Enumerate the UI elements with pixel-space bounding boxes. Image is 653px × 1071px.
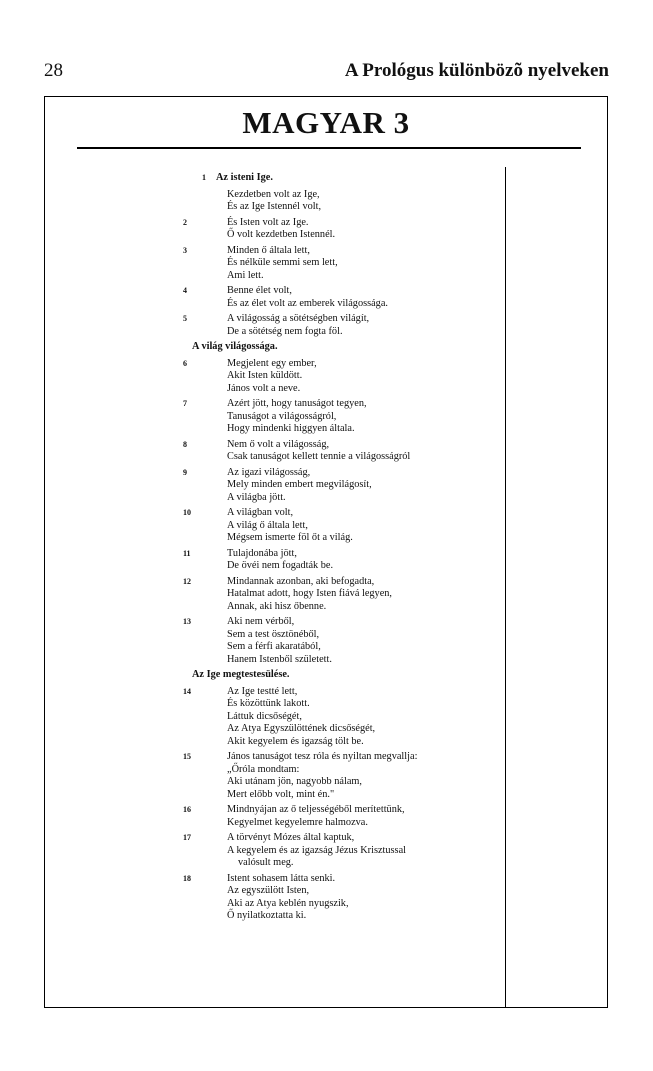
verse-line: Kegyelmet kegyelemre halmozva. bbox=[227, 816, 368, 828]
verse-line: János tanuságot tesz róla és nyiltan megvallja: bbox=[227, 751, 418, 762]
verse bbox=[45, 217, 505, 242]
running-head: A Prológus különbözõ nyelveken bbox=[344, 60, 609, 81]
verse-line: Hogy mindenki higgyen általa. bbox=[227, 423, 355, 434]
verse-line: Aki nem vérből, bbox=[227, 616, 295, 627]
verse-number: 9 bbox=[183, 467, 187, 477]
verse-number: 11 bbox=[183, 548, 191, 558]
verse bbox=[45, 751, 505, 801]
verse-number: 12 bbox=[183, 576, 191, 586]
verse bbox=[45, 548, 505, 573]
verse-line: Mely minden embert megvilágosít, bbox=[227, 479, 372, 490]
verse-line: És az élet volt az emberek világossága. bbox=[227, 297, 388, 309]
verse-number: 6 bbox=[183, 358, 187, 368]
section-heading-text: Az Ige megtestesülése. bbox=[192, 669, 290, 680]
verse-line: Az igazi világosság, bbox=[227, 466, 311, 478]
section-heading bbox=[45, 341, 505, 354]
verse-line: Az Ige testté lett, bbox=[227, 685, 298, 697]
verse-line: Csak tanuságot kellett tennie a világosságról bbox=[227, 451, 411, 462]
title-rule bbox=[77, 147, 581, 149]
verse-line: Minden ő általa lett, bbox=[227, 244, 310, 256]
verse-number: 8 bbox=[183, 439, 187, 449]
verse-number: 10 bbox=[183, 508, 191, 517]
verse-number: 1 bbox=[202, 173, 206, 182]
verse-number: 14 bbox=[183, 686, 191, 696]
verse bbox=[45, 616, 505, 666]
verse bbox=[45, 285, 505, 310]
verse-line: A világban volt, bbox=[227, 507, 294, 518]
verse-line: Mert előbb volt, mint én." bbox=[227, 788, 335, 800]
section-heading bbox=[45, 669, 505, 682]
verse-line: Sem a férfi akaratából, bbox=[227, 641, 321, 652]
verse-line: És nélküle semmi sem lett, bbox=[227, 257, 338, 268]
section-heading-text: A világ világossága. bbox=[192, 341, 278, 352]
verse-number: 3 bbox=[183, 245, 187, 255]
verse-number: 7 bbox=[183, 399, 187, 408]
verse-line: Hanem Istenből született. bbox=[227, 653, 332, 665]
verse bbox=[45, 189, 505, 214]
section-heading-text: Az isteni Ige. bbox=[216, 172, 273, 183]
verse-line: János volt a neve. bbox=[227, 382, 301, 394]
verse-line: Ami lett. bbox=[227, 269, 264, 281]
section-heading bbox=[45, 172, 505, 185]
verse-line: valósult meg. bbox=[238, 857, 294, 868]
verse-line: És az Ige Istennél volt, bbox=[227, 201, 322, 212]
verse-line: Ő volt kezdetben Istennél. bbox=[227, 229, 336, 240]
verse-line: És közöttünk lakott. bbox=[227, 698, 310, 709]
verse bbox=[45, 873, 505, 923]
verse-line: Az Atya Egyszülöttének dicsőségét, bbox=[227, 723, 376, 734]
scripture-text bbox=[45, 172, 505, 926]
verse-line: A világba jött. bbox=[227, 491, 286, 503]
verse-line: Mindannak azonban, aki befogadta, bbox=[227, 575, 375, 587]
verse bbox=[45, 398, 505, 436]
verse-line: Ő nyilatkoztatta ki. bbox=[227, 910, 307, 921]
verse bbox=[45, 804, 505, 829]
verse-line: Az egyszülött Isten, bbox=[227, 885, 310, 896]
verse-line: A világosság a sötétségben világít, bbox=[227, 313, 370, 324]
verse-line: „Őróla mondtam: bbox=[227, 763, 300, 775]
verse-line: Annak, aki hisz őbenne. bbox=[227, 600, 327, 612]
verse bbox=[45, 686, 505, 749]
verse-line: Benne élet volt, bbox=[227, 285, 292, 296]
verse-line: Nem ő volt a világosság, bbox=[227, 438, 330, 450]
verse-line: Akit kegyelem és igazság tölt be. bbox=[227, 735, 364, 747]
verse-number: 18 bbox=[183, 873, 191, 883]
verse-line: De övéi nem fogadták be. bbox=[227, 560, 334, 571]
verse-line: De a sötétség nem fogta föl. bbox=[227, 325, 343, 337]
verse bbox=[45, 507, 505, 545]
column-rule bbox=[505, 167, 506, 1007]
verse-line: Mégsem ismerte föl őt a világ. bbox=[227, 532, 353, 543]
verse bbox=[45, 313, 505, 338]
verse bbox=[45, 832, 505, 870]
verse-line: A kegyelem és az igazság Jézus Krisztussal bbox=[227, 844, 406, 856]
page-number: 28 bbox=[44, 60, 63, 81]
verse-line: Láttuk dicsőségét, bbox=[227, 710, 302, 722]
verse bbox=[45, 467, 505, 505]
verse bbox=[45, 245, 505, 283]
verse-number: 15 bbox=[183, 752, 191, 761]
scan-title: MAGYAR 3 bbox=[242, 105, 410, 140]
verse-line: Istent sohasem látta senki. bbox=[227, 872, 336, 884]
verse-number: 5 bbox=[183, 314, 187, 323]
verse-number: 2 bbox=[183, 217, 187, 227]
verse-line: Akit Isten küldött. bbox=[227, 370, 303, 381]
verse-line: Hatalmat adott, hogy Isten fiává legyen, bbox=[227, 588, 392, 599]
verse-line: A világ ő általa lett, bbox=[227, 519, 308, 531]
verse bbox=[45, 439, 505, 464]
verse-line: Tanuságot a világosságról, bbox=[227, 410, 337, 422]
verse-line: Aki utánam jön, nagyobb nálam, bbox=[227, 776, 362, 787]
scanned-page-frame bbox=[44, 96, 608, 1008]
verse-line: A törvényt Mózes által kaptuk, bbox=[227, 832, 355, 843]
verse bbox=[45, 576, 505, 614]
verse-number: 16 bbox=[183, 805, 191, 814]
verse-line: Tulajdonába jött, bbox=[227, 547, 297, 559]
verse-number: 4 bbox=[183, 286, 187, 295]
verse-line: Mindnyájan az ő teljességéből merítettünk, bbox=[227, 804, 405, 815]
verse-line: Aki az Atya keblén nyugszik, bbox=[227, 897, 349, 909]
verse-number: 17 bbox=[183, 833, 191, 842]
verse-line: Sem a test ösztönéből, bbox=[227, 628, 320, 640]
verse-number: 13 bbox=[183, 617, 191, 626]
verse-line: Megjelent egy ember, bbox=[227, 357, 317, 369]
verse-line: Azért jött, hogy tanuságot tegyen, bbox=[227, 398, 367, 409]
verse bbox=[45, 358, 505, 396]
verse-line: És Isten volt az Ige. bbox=[227, 216, 309, 228]
verse-line: Kezdetben volt az Ige, bbox=[227, 188, 320, 200]
